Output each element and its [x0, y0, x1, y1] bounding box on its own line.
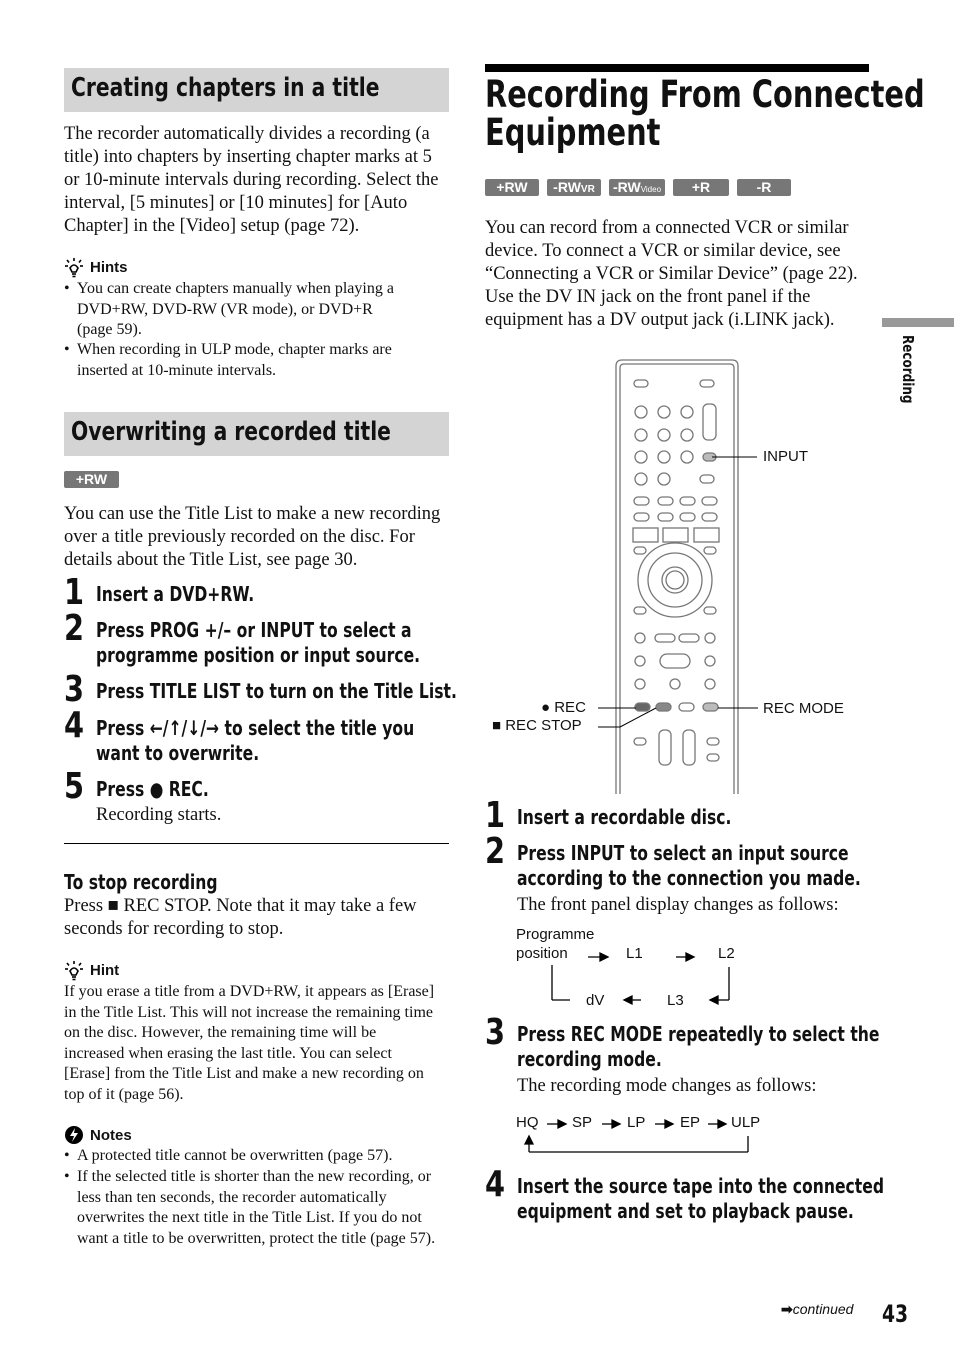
bullet-dot: • — [64, 1147, 70, 1164]
step-number: 3 — [64, 669, 85, 710]
disc-badge: +R — [673, 179, 729, 196]
callout-lines — [590, 450, 760, 740]
hint-line: (page 59). — [77, 321, 142, 338]
hint-line: in the Title List. This will not increase the remaining time — [64, 1003, 433, 1021]
section-heading-bar — [64, 412, 449, 456]
page-number: 43 — [882, 1300, 909, 1328]
mode-cycle-arrows — [520, 1116, 760, 1156]
hints-heading: Hints — [90, 259, 128, 276]
step-text: Press PROG +/– or INPUT to select a — [96, 618, 412, 642]
hint-lightbulb-icon — [64, 960, 84, 982]
hint-bullet — [64, 279, 454, 341]
mode-lp: LP — [627, 1114, 646, 1131]
step-text: Press TITLE LIST to turn on the Title List. — [96, 679, 457, 703]
hint-line: on the disc. However, the remaining time will be — [64, 1024, 377, 1041]
callout-rec-stop-label: ■ REC STOP — [492, 717, 582, 734]
section-body — [64, 123, 454, 238]
callout-input-label: INPUT — [763, 448, 808, 465]
step-text: Press ←/↑/↓/→ to select the title you — [96, 716, 415, 740]
note-line: If the selected title is shorter than the new recording, or — [77, 1168, 432, 1185]
body-line: equipment has a DV output jack (i.LINK jack). — [485, 310, 835, 330]
stop-body — [64, 895, 454, 941]
step-text: recording mode. — [517, 1047, 662, 1071]
title-rule — [485, 64, 869, 72]
mode-ep: EP — [680, 1114, 701, 1131]
side-tab-bar — [882, 318, 954, 327]
body-line: Use the DV IN jack on the front panel if the — [485, 287, 811, 307]
body-line: Press ■ REC STOP. Note that it may take a few — [64, 896, 417, 916]
step-number: 1 — [485, 795, 506, 836]
step-number: 3 — [485, 1012, 506, 1053]
step-text: equipment and set to playback pause. — [517, 1199, 854, 1223]
title-line: Recording From Connected — [485, 73, 925, 116]
body-line: or 10-minute intervals during recording. Select the — [64, 170, 439, 190]
step-number: 2 — [485, 831, 506, 872]
subheading: To stop recording — [64, 870, 218, 894]
step-subtext: Recording starts. — [96, 805, 222, 825]
body-line: The recorder automatically divides a recording (a — [64, 124, 430, 144]
note-line: A protected title cannot be overwritten (page 57). — [77, 1147, 393, 1164]
section-heading: Overwriting a recorded title — [71, 417, 391, 447]
body-line: details about the Title List, see page 30. — [64, 550, 358, 570]
hint-heading: Hint — [90, 962, 120, 979]
note-line: less than ten seconds, the recorder automatically — [77, 1188, 387, 1206]
step-subtext: The recording mode changes as follows: — [517, 1076, 817, 1096]
section-heading-bar — [64, 68, 449, 112]
note-bullet — [64, 1167, 454, 1251]
cycle-l2: L2 — [718, 945, 735, 962]
mode-sp: SP — [572, 1114, 593, 1131]
hint-line: [Erase] from the Title List and make a new recording on — [64, 1065, 424, 1082]
callout-rec-label: ● REC — [541, 699, 586, 716]
step-text: want to overwrite. — [96, 741, 260, 765]
step-subtext: The front panel display changes as follows: — [517, 895, 839, 915]
step-number: 5 — [64, 766, 85, 807]
side-tab-label: Recording — [899, 335, 917, 404]
hint-line: You can create chapters manually when playing a — [77, 280, 394, 297]
divider — [64, 843, 449, 844]
notes-warning-icon — [64, 1125, 84, 1145]
step-number: 2 — [64, 608, 85, 649]
page-title — [485, 73, 925, 154]
step-text: Press INPUT to select an input source — [517, 841, 849, 865]
hint-bullet — [64, 340, 454, 382]
body-line: You can record from a connected VCR or similar — [485, 218, 849, 238]
note-line: overwrites the next title in the Title List. If you do not — [77, 1209, 422, 1226]
callout-rec-mode-label: REC MODE — [763, 700, 844, 717]
hint-line: When recording in ULP mode, chapter marks are — [77, 341, 392, 358]
step-text: Press ● REC. — [96, 777, 209, 801]
step-number: 4 — [64, 705, 85, 746]
section-body — [64, 503, 454, 572]
mode-hq: HQ — [516, 1114, 539, 1131]
continued-note — [781, 1301, 853, 1318]
hint-lightbulb-icon — [64, 257, 84, 279]
intro-body — [485, 217, 875, 332]
hint-line: DVD+RW, DVD-RW (VR mode), or DVD+R — [77, 300, 373, 318]
note-line: want a title to be overwritten, protect the title (page 57). — [77, 1229, 436, 1247]
section-heading: Creating chapters in a title — [71, 73, 380, 103]
cycle-dv: dV — [586, 992, 605, 1009]
hint-body — [64, 982, 454, 1105]
body-line: Chapter] in the [Video] setup (page 72). — [64, 216, 360, 236]
input-cycle-arrows — [548, 945, 738, 1007]
step-text: according to the connection you made. — [517, 866, 861, 890]
hint-line: If you erase a title from a DVD+RW, it appears as [Erase] — [64, 983, 435, 1000]
label-line: Programme — [516, 926, 595, 943]
step-text: programme position or input source. — [96, 643, 421, 667]
step-text: Insert a recordable disc. — [517, 805, 732, 829]
cycle-l3: L3 — [667, 992, 684, 1009]
step-text: Insert the source tape into the connected — [517, 1174, 885, 1198]
label-line: position — [516, 945, 568, 962]
step-text: Press REC MODE repeatedly to select the — [517, 1022, 880, 1046]
mode-ulp: ULP — [731, 1114, 761, 1131]
disc-badge: -R — [737, 179, 791, 196]
notes-heading: Notes — [90, 1127, 132, 1144]
disc-badge: -RWVideo — [609, 179, 665, 196]
body-line: device. To connect a VCR or similar device, see — [485, 241, 841, 261]
disc-badge: +RW — [485, 179, 539, 196]
step-text: Insert a DVD+RW. — [96, 582, 255, 606]
body-line: “Connecting a VCR or Similar Device” (page 22). — [485, 264, 858, 284]
cycle-l1: L1 — [626, 945, 643, 962]
body-line: You can use the Title List to make a new recording — [64, 504, 441, 524]
bullet-dot: • — [64, 341, 70, 358]
bullet-dot: • — [64, 1168, 70, 1185]
body-line: title) into chapters by inserting chapter marks at 5 — [64, 147, 432, 167]
hint-line: inserted at 10-minute intervals. — [77, 361, 277, 379]
body-line: seconds for recording to stop. — [64, 919, 284, 939]
hint-line: increased when erasing the last title. You can select — [64, 1044, 392, 1062]
hint-line: top of it (page 56). — [64, 1085, 184, 1103]
title-line: Equipment — [485, 111, 661, 154]
disc-badge: +RW — [64, 471, 119, 488]
continued-text: continued — [792, 1301, 854, 1317]
note-bullet — [64, 1146, 454, 1167]
disc-badge: -RWVR — [547, 179, 601, 196]
bullet-dot: • — [64, 280, 70, 297]
body-line: over a title previously recorded on the disc. For — [64, 527, 415, 547]
step-number: 1 — [64, 572, 85, 613]
arrow-right-icon: ➡ — [781, 1301, 793, 1317]
body-line: interval, [5 minutes] or [10 minutes] for [Auto — [64, 193, 408, 213]
step-number: 4 — [485, 1164, 506, 1205]
